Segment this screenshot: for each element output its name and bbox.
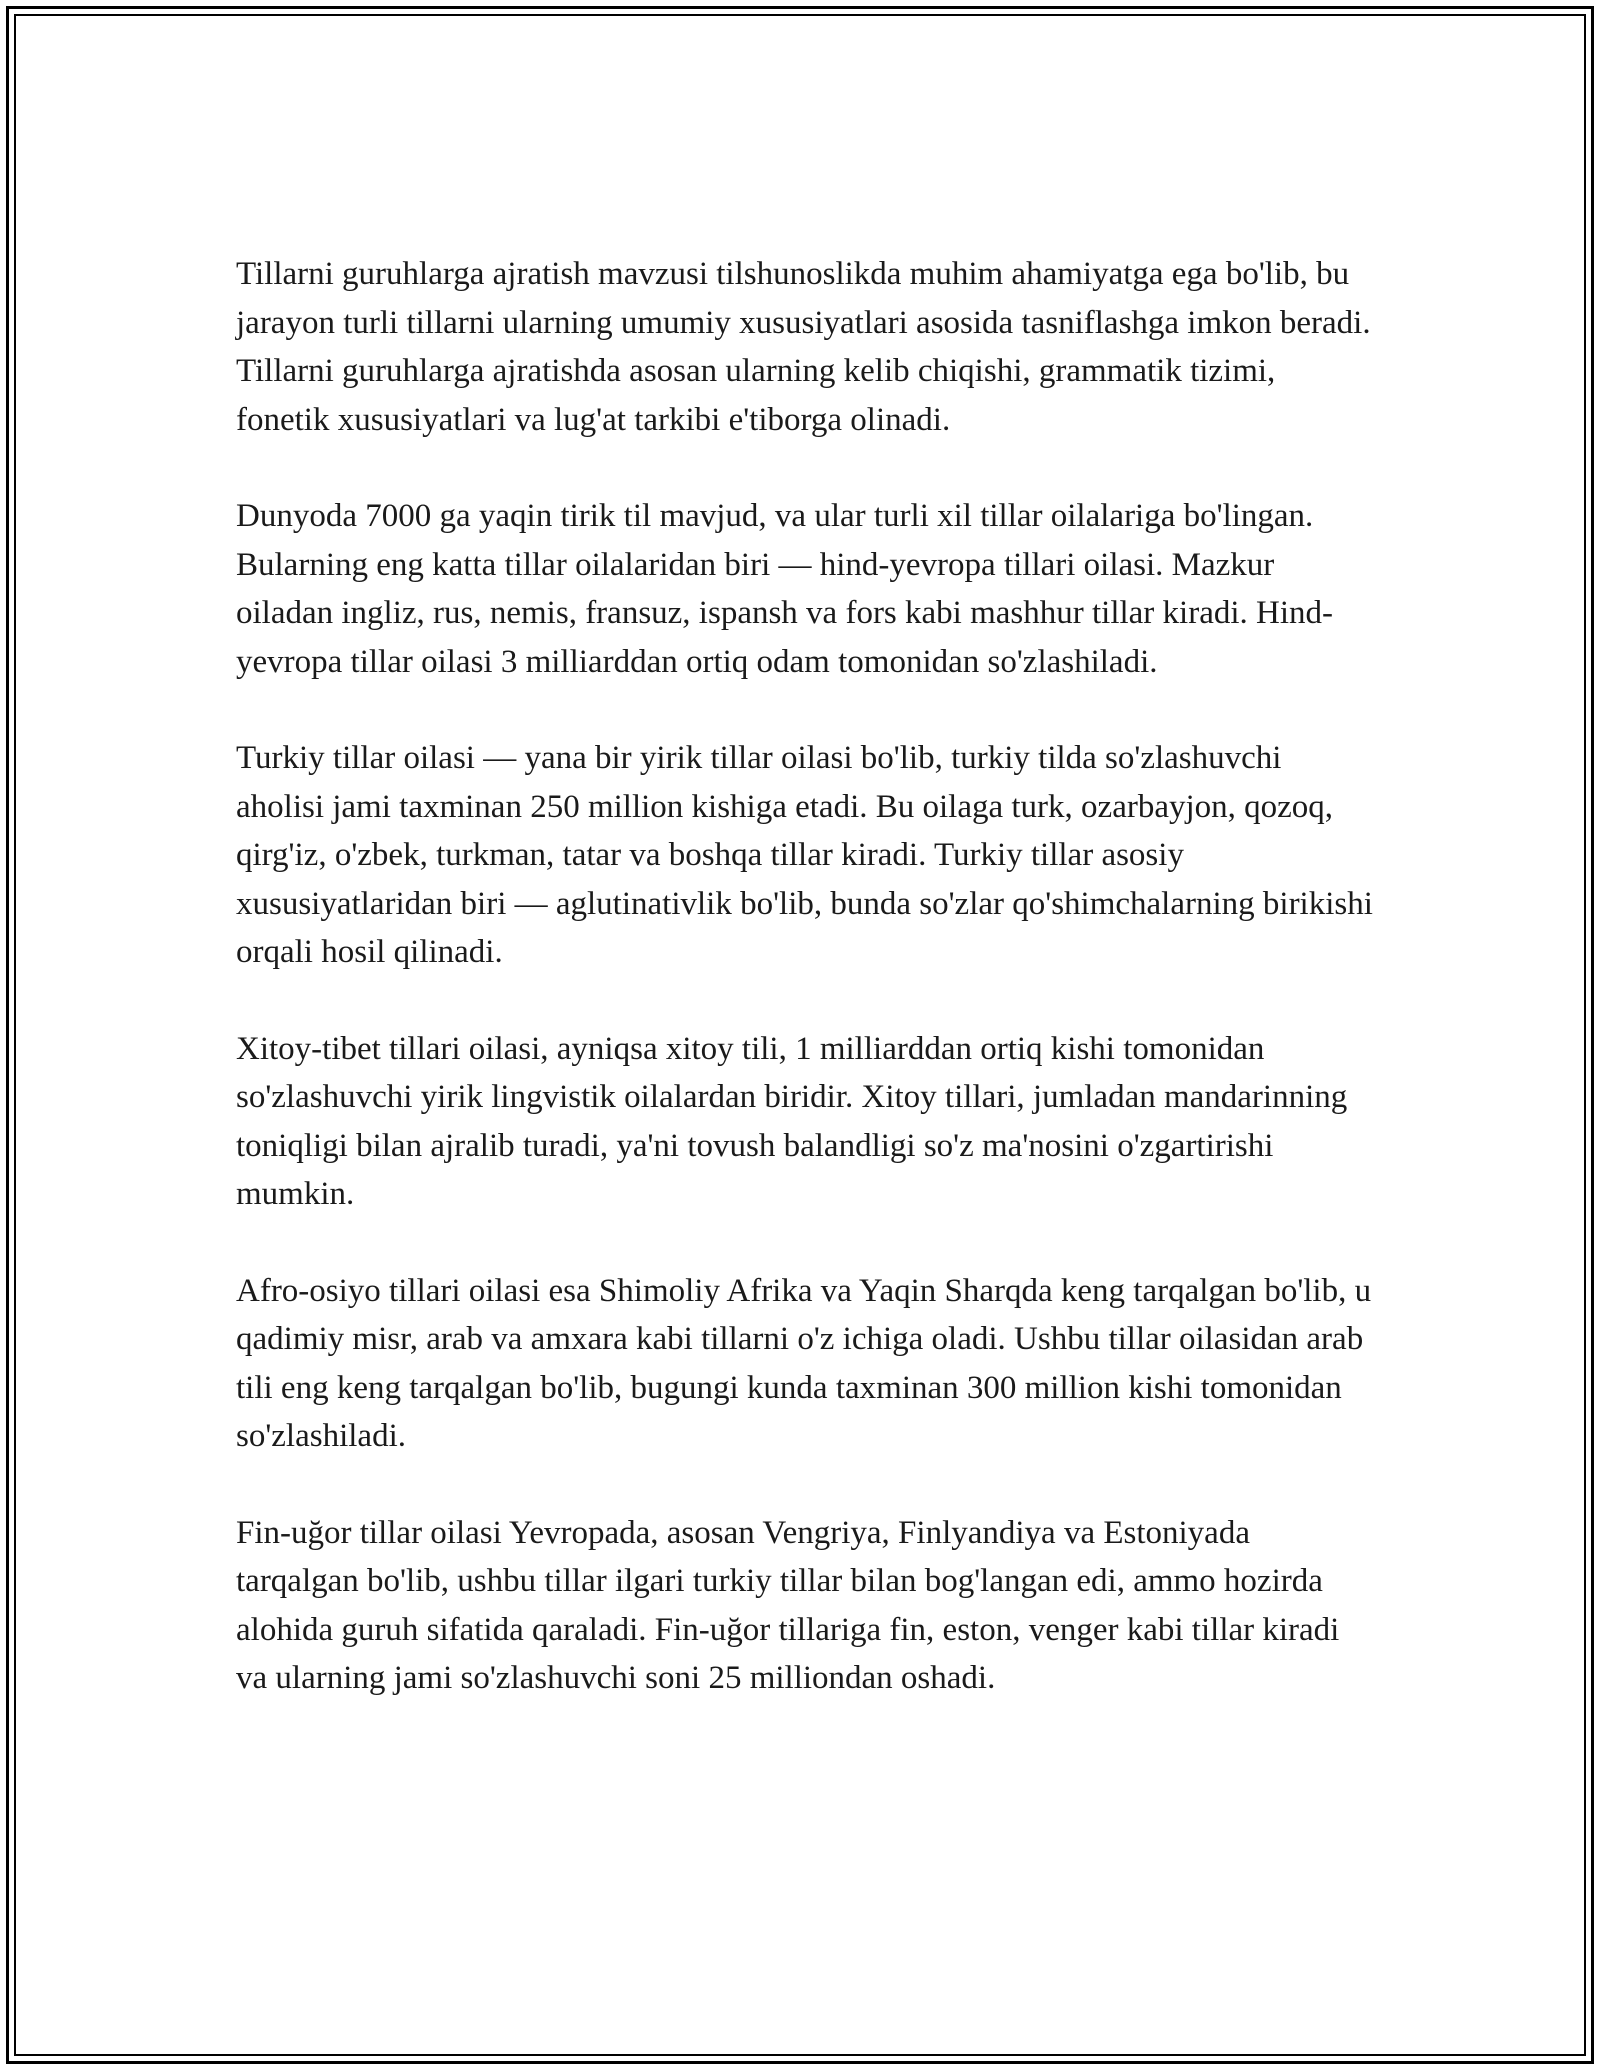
paragraph-afro-asiatic: Afro-osiyo tillari oilasi esa Shimoliy Afrika va Yaqin Sharqda keng tarqalgan bo'lib, u qadimiy misr, arab va amxara kabi tillarni o'z ichiga oladi. Ushbu tillar oilasidan arab tili eng keng tarqalgan bo'lib, bugungi kunda taxminan 300 million kishi tomonidan so'zlashiladi. <box>236 1272 1372 1454</box>
paragraph-intro: Tillarni guruhlarga ajratish mavzusi tilshunoslikda muhim ahamiyatga ega bo'lib, bu jarayon turli tillarni ularning umumiy xususiyatlari asosida tasniflashga imkon beradi. Tillarni guruhlarga ajratishda asosan ularning kelib chiqishi, grammatik tizimi, fonetik xususiyatlari va lug'at tarkibi e'tiborga olinadi. <box>236 256 1371 438</box>
paragraph-indo-european: Dunyoda 7000 ga yaqin tirik til mavjud, va ular turli xil tillar oilalariga bo'lingan. Bularning eng katta tillar oilalaridan biri — hind-yevropa tillari oilasi. Mazkur oiladan ingliz, rus, nemis, fransuz, ispansh va fors kabi mashhur tillar kiradi. Hind-yevropa tillar oilasi 3 milliarddan ortiq odam tomonidan so'zlashiladi. <box>236 498 1334 680</box>
document-body <box>236 250 1376 1751</box>
paragraph-turkic: Turkiy tillar oilasi — yana bir yirik tillar oilasi bo'lib, turkiy tilda so'zlashuvchi aholisi jami taxminan 250 million kishiga etadi. Bu oilaga turk, ozarbayjon, qozoq, qirg'iz, o'zbek, turkman, tatar va boshqa tillar kiradi. Turkiy tillar asosiy xususiyatlaridan biri — aglutinativlik bo'lib, bunda so'zlar qo'shimchalarning birikishi orqali hosil qilinadi. <box>236 740 1373 970</box>
paragraph-sino-tibetan: Xitoy-tibet tillari oilasi, ayniqsa xitoy tili, 1 milliarddan ortiq kishi tomonidan so'zlashuvchi yirik lingvistik oilalardan biridir. Xitoy tillari, jumladan mandarinning toniqligi bilan ajralib turadi, ya'ni tovush balandligi so'z ma'nosini o'zgartirishi mumkin. <box>236 1030 1348 1212</box>
paragraph-finno-ugric: Fin-uğor tillar oilasi Yevropada, asosan Vengriya, Finlyandiya va Estoniyada tarqalgan bo'lib, ushbu tillar ilgari turkiy tillar bilan bog'langan edi, ammo hozirda alohida guruh sifatida qaraladi. Fin-uğor tillariga fin, eston, venger kabi tillar kiradi va ularning jami so'zlashuvchi soni 25 milliondan oshadi. <box>236 1514 1340 1696</box>
